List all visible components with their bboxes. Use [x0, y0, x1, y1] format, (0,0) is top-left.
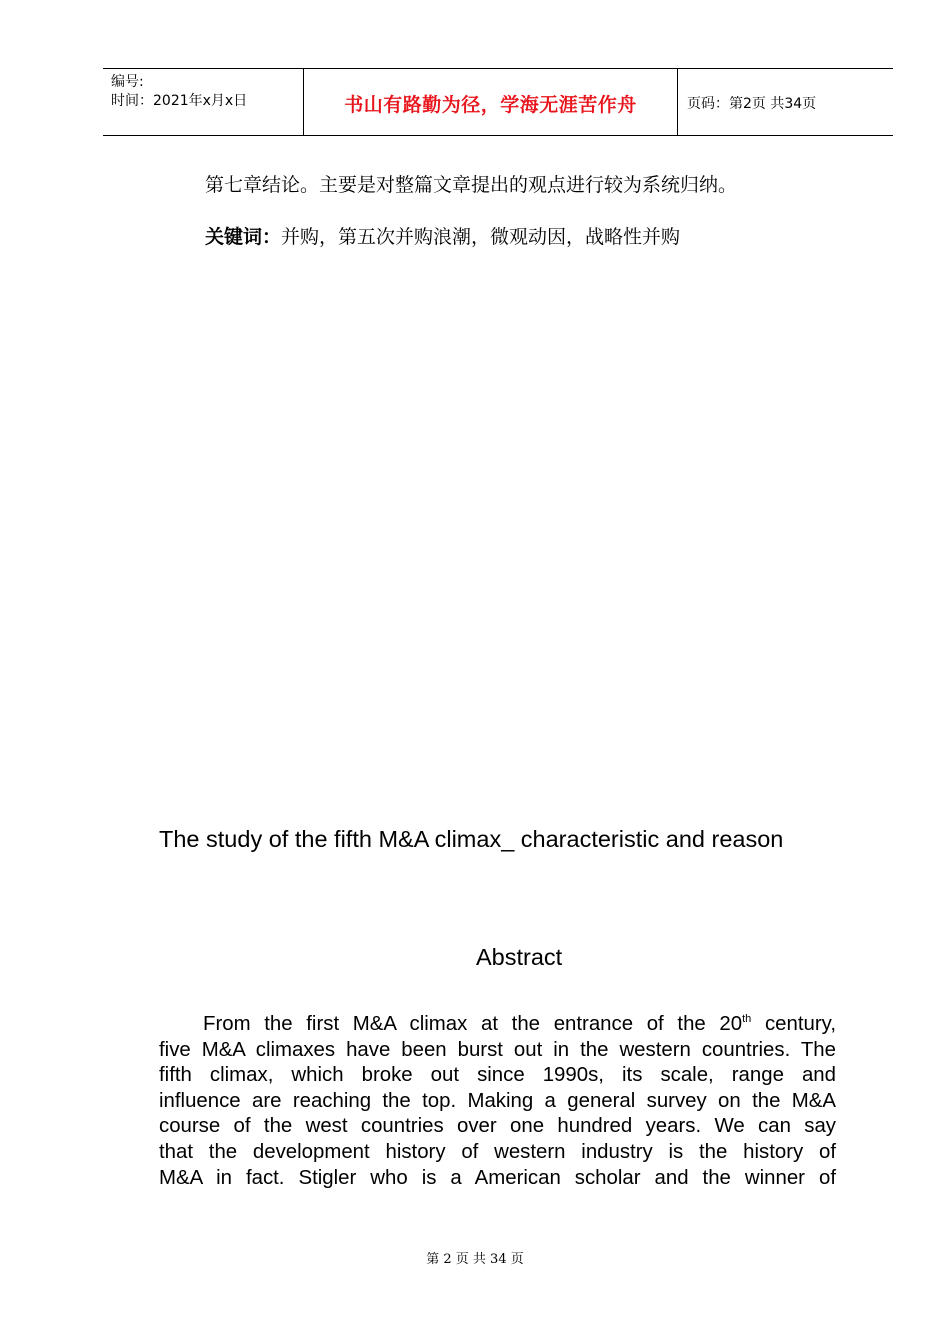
document-number-label: 编号: — [111, 74, 144, 90]
page-footer: 第 2 页 共 34 页 — [426, 1252, 524, 1267]
abstract-line: M&A in fact. Stigler who is a American scholar and the winner of — [159, 1166, 836, 1189]
abstract-line: that the development history of western industry is the history of — [159, 1140, 836, 1163]
abstract-heading: Abstract — [476, 944, 563, 970]
keywords-label: 关键词： — [205, 226, 282, 248]
abstract-line: fifth climax, which broke out since 1990s, its scale, range and — [159, 1064, 836, 1087]
abstract-line: course of the west countries over one hundred years. We can say — [159, 1115, 836, 1138]
header-meta — [111, 73, 247, 111]
document-time-label: 时间：2021年x月x日 — [111, 93, 248, 109]
abstract-line: influence are reaching the top. Making a general survey on the M&A — [159, 1089, 836, 1112]
header-page-indicator: 页码：第2页 共34页 — [687, 96, 817, 112]
english-title: The study of the fifth M&A climax_ characteristic and reason — [159, 826, 784, 852]
page-header — [103, 68, 893, 136]
header-motto: 书山有路勤为径，学海无涯苦作舟 — [344, 94, 637, 116]
header-divider — [677, 69, 678, 135]
abstract-paragraph — [159, 1012, 836, 1191]
abstract-line: five M&A climaxes have been burst out in the western countries. The — [159, 1038, 836, 1061]
chapter-seven-summary: 第七章结论。主要是对整篇文章提出的观点进行较为系统归纳。 — [205, 174, 738, 196]
keywords-text: 并购，第五次并购浪潮，微观动因，战略性并购 — [281, 226, 681, 248]
keywords-line — [205, 222, 680, 249]
abstract-line: From the first M&A climax at the entrance of the 20th century, — [203, 1013, 836, 1035]
